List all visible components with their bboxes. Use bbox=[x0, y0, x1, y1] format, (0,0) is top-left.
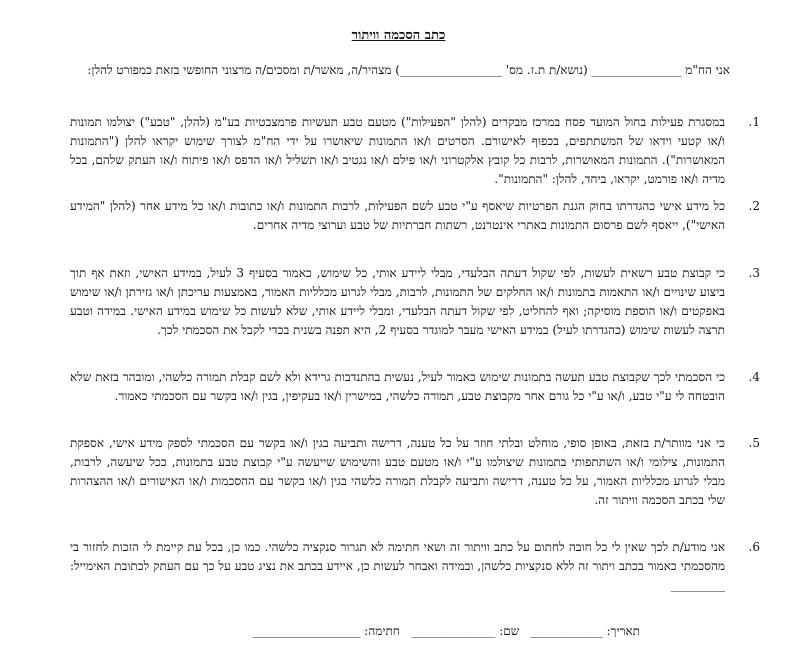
date-field[interactable]: ____________ bbox=[530, 624, 603, 638]
clause-text: כי קבוצת טבע רשאית לעשות, לפי שקול דעתה הבלעדי, מבלי ליידע אותי, כל שימוש, כאמור בסעיף 3 לעיל, במידע האישי, וזאת אף תוך ביצוע שינויים ו/או התאמות בתמונות ו/או החלקים של התמונות, לרבות, מבלי לגרוע מכלליות האמור, באמצעות עריכתן ו/או גזירתן ו/או שימוש באפקטים ו/או הוספת מוסיקה; ואף להחליט, לפי שקול דעתה הבלעדי, ומבלי ליידע אותי, שלא לעשות כל שימוש במידע האישי. במידה וטבע תרצה לעשות שימוש (כהגדרתו לעיל) במידע האישי מעבר למוגדר בסעיף 2, היא תפנה בשנית בכדי לקבל את הסכמתי לכך. bbox=[70, 266, 726, 337]
clause-text: כי הסכמתי לכך שקבוצת טבע תעשה בתמונות שימוש כאמור לעיל, נעשית בהתנדבות גרידא ולא לשם קבלת תמורה כלשהי, ומובהר בזאת שלא הובטחה לי ע"י טבע, ו/או ע"י כל גורם אחר מקבוצת טבע, תמורה כלשהי, במישרין ו/או בעקיפין, בגין ו/או בקשר עם הסכמתי כאמור. bbox=[70, 370, 725, 403]
clause-text: במסגרת פעילות בחול המועד פסח במרכז מבקרים (להלן "הפעילות") מטעם טבע תעשיות פרמצבטיות בע"מ (להלן, "טבע") יצולמו תמונות ו/או קטעי וידאו של המשתתפים, בכפוף לאישורם. הסרטים ו/או התמונות שיאושרו על ידי הח"מ לצורך שימוש יקראו להלן ("התמונות המאושרות"). התמונות המאושרות, לרבות כל קובץ אלקטרוני ו/או פילם ו/או נגטיב ו/או תשליל ו/או הדפס ו/או פיתוח ו/או העתק שלהם, בכל מדיה ו/או פורמט, יקראו, ביחד, להלן: "התמונות". bbox=[70, 115, 725, 186]
intro-paragraph: אני הח"מ _______________ (נושא/ת ת.ז. מס' _________________) מצהיר/ה, מאשר/ת ומסכים/ה מרצוני החופשי בזאת כמפורט להלן: bbox=[87, 63, 730, 77]
clause-2 bbox=[70, 197, 760, 235]
clause-number: 4. bbox=[748, 370, 760, 384]
clause-text: אני מודע/ת לכך שאין לי כל חובה לחתום על כתב וויתור זה ושאי חתימה לא תגרור סנקציה כלשהי. כמו כן, בכל עת קיימת לי הזכות לחזור בי מהסכמתי כאמור בכתב ויתור זה ללא סנקציות כלשהן, ובמידה ואבחר לעשות כן, איידע בכתב את נציג טבע על כך עם העתק לכתובת האימייל: _________ bbox=[70, 540, 725, 592]
clause-1 bbox=[70, 113, 760, 189]
date-label: תאריך: bbox=[606, 624, 640, 638]
signature-label: חתימה: bbox=[364, 624, 400, 638]
signature-field[interactable]: __________________ bbox=[252, 624, 361, 638]
clause-number: 3. bbox=[748, 266, 760, 280]
clause-number: 1. bbox=[748, 115, 760, 129]
clause-number: 6. bbox=[748, 540, 760, 554]
clause-5 bbox=[70, 434, 760, 510]
clause-text: כל מידע אישי כהגדרתו בחוק הגנת הפרטיות שיאסף ע"י טבע לשם הפעילות, לרבות התמונות ו/או כתובות ו/או כל מידע אחר (להלן "המידע האישי"), ייאסף לשם פרסום התמונות באתרי אינטרנט, רשתות חברתיות של טבע וערוצי מדיה אחרים. bbox=[70, 199, 725, 232]
document-title: כתב הסכמה וויתור bbox=[351, 28, 446, 43]
clause-number: 5. bbox=[748, 436, 760, 450]
clause-number: 2. bbox=[748, 199, 760, 213]
signature-line bbox=[120, 624, 640, 639]
name-label: שם: bbox=[499, 624, 520, 638]
clause-4 bbox=[70, 368, 760, 406]
clause-6 bbox=[70, 538, 760, 595]
name-field[interactable]: ______________ bbox=[411, 624, 496, 638]
clause-text: כי אני מוותר/ת בזאת, באופן סופי, מוחלט ובלתי חוזר על כל טענה, דרישה ותביעה בגין ו/או בקשר עם הסכמתי לספק מידע אישי, אספקת התמונות, צילומי ו/או השתתפותי בתמונות שיצולמו ע"י ו/או מטעם טבע והשימוש שייעשה ע"י קבוצת טבע בתמונות, ככל שיעשה, לרבות, מבלי לגרוע מכלליות האמור, על כל טענה, דרישה ותביעה לקבלת תמורה כלשהי בגין ו/או בקשר עם ההסכמות ו/או האישורים ו/או ההצהרות שלי בכתב הסכמה וויתור זה. bbox=[70, 436, 725, 507]
clause-3 bbox=[70, 264, 760, 340]
